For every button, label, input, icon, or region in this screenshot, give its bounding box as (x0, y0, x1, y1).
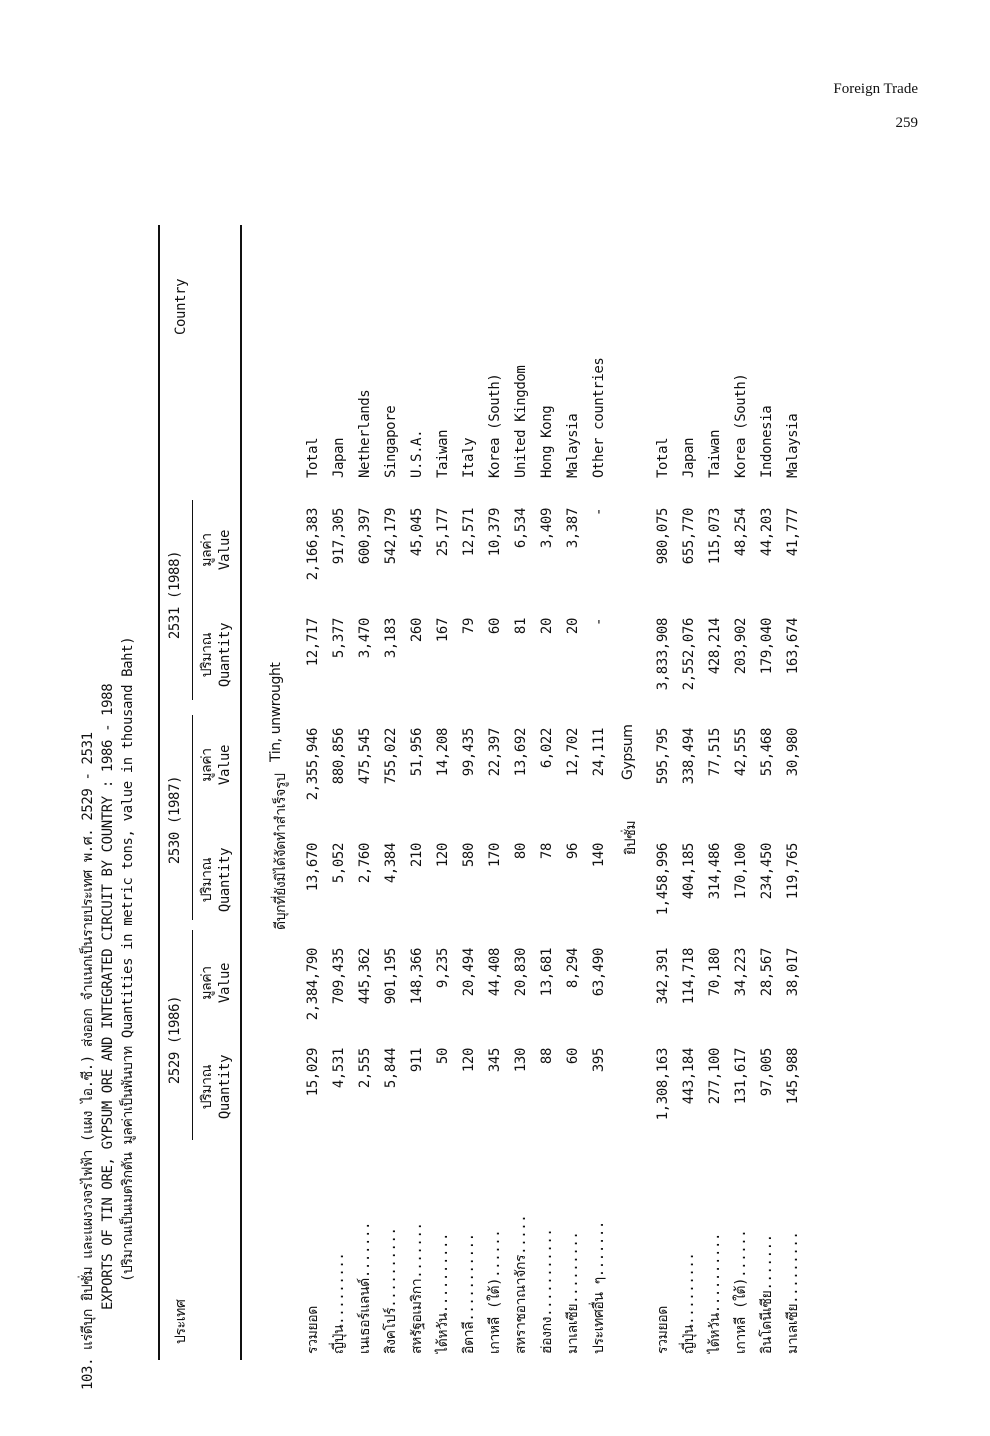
quantity-1988-cell: 60 (487, 618, 503, 635)
country-th-cell: อินโดนีเซีย....... (759, 1234, 775, 1354)
page-number: 259 (895, 115, 918, 131)
quantity-1987-cell: 210 (409, 843, 425, 868)
quantity-1987-cell: 580 (461, 843, 477, 868)
country-th-cell: ประเทศอื่น ๆ....... (591, 1221, 607, 1354)
value-1988-cell: 3,409 (539, 508, 555, 549)
country-th-cell: มาเลเซีย......... (565, 1231, 581, 1354)
table-row (676, 170, 702, 1390)
quantity-1987-cell: 4,384 (383, 843, 399, 884)
quantity-1986-cell: 5,844 (383, 1048, 399, 1089)
table-row (482, 170, 508, 1390)
section-gypsum-title-th: ยิปซั่ม (623, 820, 639, 855)
table-title-en: EXPORTS OF TIN ORE, GYPSUM ORE AND INTEGRATED CIRCUIT BY COUNTRY : 1986 - 1988 (100, 683, 116, 1310)
country-en-cell: Total (655, 437, 671, 478)
country-th-cell: ไต้หวัน.......... (707, 1232, 723, 1354)
quantity-1987-cell: 234,450 (759, 843, 775, 900)
value-1986-cell: 9,235 (435, 948, 451, 989)
quantity-1988-cell: 167 (435, 618, 451, 643)
table-row (508, 170, 534, 1390)
country-en-cell: Italy (461, 437, 477, 478)
value-1986-cell: 34,223 (733, 948, 749, 997)
quantity-1986-cell: 130 (513, 1048, 529, 1073)
value-1986-cell: 709,435 (331, 948, 347, 1005)
quantity-1988-cell: 79 (461, 618, 477, 635)
quantity-1987-cell: 80 (513, 843, 529, 860)
header-quantity-3: ปริมาณ Quantity (199, 622, 233, 688)
country-th-cell: ญี่ปุ่น......... (681, 1252, 697, 1354)
country-th-cell: สหรัฐอเมริกา....... (409, 1222, 425, 1354)
quantity-1987-cell: 314,486 (707, 843, 723, 900)
value-1986-cell: 28,567 (759, 948, 775, 997)
value-1988-cell: 44,203 (759, 508, 775, 557)
value-1986-cell: 70,180 (707, 948, 723, 997)
value-1987-cell: 13,692 (513, 728, 529, 777)
running-head (833, 80, 918, 132)
country-th-cell: สหราชอาณาจักร..... (513, 1214, 529, 1354)
country-en-cell: Total (305, 437, 321, 478)
quantity-1986-cell: 15,029 (305, 1048, 321, 1097)
table-row (728, 170, 754, 1390)
quantity-1987-cell: 119,765 (785, 843, 801, 900)
value-1987-cell: 338,494 (681, 728, 697, 785)
running-head-section: Foreign Trade (833, 81, 918, 97)
country-th-cell: รวมยอด (305, 1306, 321, 1354)
header-quantity-2: ปริมาณ Quantity (199, 847, 233, 913)
quantity-1988-cell: 428,214 (707, 618, 723, 675)
table-row (780, 170, 806, 1390)
value-1986-cell: 8,294 (565, 948, 581, 989)
header-year-1: 2529 (1986) (167, 995, 183, 1085)
value-1986-cell: 38,017 (785, 948, 801, 997)
section-tin-title-th: ดีบุกที่ยังมิได้จัดทำสำเร็จรูป (273, 773, 289, 930)
quantity-1987-cell: 170 (487, 843, 503, 868)
quantity-1986-cell: 1,308,163 (655, 1048, 671, 1121)
quantity-1988-cell: 203,902 (733, 618, 749, 675)
value-1986-cell: 148,366 (409, 948, 425, 1005)
value-1987-cell: 14,208 (435, 728, 451, 777)
quantity-1988-cell: 3,833,908 (655, 618, 671, 691)
table-row (300, 170, 326, 1390)
quantity-1986-cell: 120 (461, 1048, 477, 1073)
quantity-1987-cell: 1,458,996 (655, 843, 671, 916)
section-gypsum-title-en: Gypsum (620, 724, 636, 780)
value-1988-cell: 600,397 (357, 508, 373, 565)
value-1987-cell: 30,980 (785, 728, 801, 777)
value-1988-cell: 980,075 (655, 508, 671, 565)
quantity-1988-cell: 3,183 (383, 618, 399, 659)
value-1986-cell: 20,830 (513, 948, 529, 997)
country-en-cell: Malaysia (565, 413, 581, 478)
table-row (352, 170, 378, 1390)
quantity-1987-cell: 404,185 (681, 843, 697, 900)
value-1988-cell: 3,387 (565, 508, 581, 549)
value-1988-cell: 41,777 (785, 508, 801, 557)
value-1988-cell: 917,305 (331, 508, 347, 565)
quantity-1988-cell: 260 (409, 618, 425, 643)
table-row (534, 170, 560, 1390)
country-th-cell: เนเธอร์แลนด์....... (357, 1221, 373, 1354)
value-1988-cell: 115,073 (707, 508, 723, 565)
table-row (586, 170, 612, 1390)
country-th-cell: มาเลเซีย......... (785, 1231, 801, 1354)
country-th-cell: รวมยอด (655, 1306, 671, 1354)
value-1986-cell: 44,408 (487, 948, 503, 997)
year-3-rule (192, 500, 193, 700)
quantity-1988-cell: 12,717 (305, 618, 321, 667)
quantity-1986-cell: 345 (487, 1048, 503, 1073)
quantity-1988-cell: - (591, 618, 607, 627)
value-1986-cell: 901,195 (383, 948, 399, 1005)
country-en-cell: U.S.A. (409, 429, 425, 478)
country-th-cell: สิงคโปร์.......... (383, 1227, 399, 1354)
country-en-cell: Japan (681, 437, 697, 478)
quantity-1986-cell: 277,100 (707, 1048, 723, 1105)
value-1986-cell: 2,384,790 (305, 948, 321, 1021)
header-value-1: มูลค่า Value (199, 962, 233, 1004)
table-row (326, 170, 352, 1390)
value-1987-cell: 12,702 (565, 728, 581, 777)
quantity-1987-cell: 96 (565, 843, 581, 860)
value-1986-cell: 114,718 (681, 948, 697, 1005)
value-1986-cell: 20,494 (461, 948, 477, 997)
value-1988-cell: 655,770 (681, 508, 697, 565)
quantity-1986-cell: 145,988 (785, 1048, 801, 1105)
country-en-cell: Korea (South) (487, 373, 503, 478)
quantity-1987-cell: 2,760 (357, 843, 373, 884)
table-units: (ปริมาณเป็นเมตริกตัน มูลค่าเป็นพันบาท Quantities in metric tons, value in thousand Baht) (120, 636, 136, 1282)
quantity-1986-cell: 97,005 (759, 1048, 775, 1097)
country-en-cell: Taiwan (435, 429, 451, 478)
table-title-block (78, 170, 138, 1390)
value-1988-cell: 10,379 (487, 508, 503, 557)
value-1986-cell: 13,681 (539, 948, 555, 997)
header-year-2: 2530 (1987) (167, 775, 183, 865)
quantity-1986-cell: 2,555 (357, 1048, 373, 1089)
value-1987-cell: 51,956 (409, 728, 425, 777)
quantity-1986-cell: 443,184 (681, 1048, 697, 1105)
country-en-cell: Japan (331, 437, 347, 478)
quantity-1986-cell: 60 (565, 1048, 581, 1065)
country-th-cell: ฮ่องกง........... (539, 1228, 555, 1354)
country-th-cell: ไต้หวัน.......... (435, 1232, 451, 1354)
value-1988-cell: 12,571 (461, 508, 477, 557)
country-th-cell: ญี่ปุ่น......... (331, 1252, 347, 1354)
quantity-1987-cell: 5,052 (331, 843, 347, 884)
table-number: 103. (80, 1357, 96, 1390)
country-en-cell: Malaysia (785, 413, 801, 478)
value-1987-cell: 42,555 (733, 728, 749, 777)
year-1-rule (192, 930, 193, 1140)
header-value-3: มูลค่า Value (199, 529, 233, 571)
quantity-1988-cell: 20 (565, 618, 581, 635)
country-en-cell: United Kingdom (513, 365, 529, 478)
table-row (430, 170, 456, 1390)
quantity-1987-cell: 170,100 (733, 843, 749, 900)
quantity-1988-cell: 2,552,076 (681, 618, 697, 691)
value-1987-cell: 595,795 (655, 728, 671, 785)
country-en-cell: Korea (South) (733, 373, 749, 478)
quantity-1988-cell: 179,040 (759, 618, 775, 675)
value-1988-cell: 542,179 (383, 508, 399, 565)
quantity-1986-cell: 50 (435, 1048, 451, 1065)
header-quantity-1: ปริมาณ Quantity (199, 1054, 233, 1120)
quantity-1988-cell: 81 (513, 618, 529, 635)
table-row (456, 170, 482, 1390)
country-en-cell: Taiwan (707, 429, 723, 478)
country-en-cell: Indonesia (759, 405, 775, 478)
value-1986-cell: 342,391 (655, 948, 671, 1005)
value-1988-cell: 2,166,383 (305, 508, 321, 581)
country-th-cell: เกาหลี (ใต้)...... (487, 1229, 503, 1354)
value-1987-cell: 880,856 (331, 728, 347, 785)
quantity-1988-cell: 5,377 (331, 618, 347, 659)
value-1987-cell: 6,022 (539, 728, 555, 769)
value-1986-cell: 63,490 (591, 948, 607, 997)
quantity-1986-cell: 395 (591, 1048, 607, 1073)
value-1988-cell: 45,045 (409, 508, 425, 557)
table-row (560, 170, 586, 1390)
value-1988-cell: - (591, 508, 607, 517)
header-country-th: ประเทศ (173, 1299, 189, 1344)
table-row (650, 170, 676, 1390)
quantity-1986-cell: 88 (539, 1048, 555, 1065)
header-year-3: 2531 (1988) (167, 550, 183, 640)
header-top-rule (158, 225, 160, 1360)
quantity-1987-cell: 120 (435, 843, 451, 868)
value-1988-cell: 6,534 (513, 508, 529, 549)
table-row (404, 170, 430, 1390)
country-en-cell: Hong Kong (539, 405, 555, 478)
table-row (702, 170, 728, 1390)
quantity-1987-cell: 78 (539, 843, 555, 860)
header-bottom-rule (240, 225, 242, 1360)
rotated-table (50, 170, 930, 1390)
country-en-cell: Other countries (591, 357, 607, 478)
value-1987-cell: 2,355,946 (305, 728, 321, 801)
section-tin-title-en: Tin, unwrought (268, 662, 284, 762)
value-1987-cell: 55,468 (759, 728, 775, 777)
value-1987-cell: 24,111 (591, 728, 607, 777)
table-row (378, 170, 404, 1390)
header-value-2: มูลค่า Value (199, 744, 233, 786)
value-1987-cell: 77,515 (707, 728, 723, 777)
quantity-1986-cell: 131,617 (733, 1048, 749, 1105)
quantity-1987-cell: 140 (591, 843, 607, 868)
country-en-cell: Singapore (383, 405, 399, 478)
table-title-th: แร่ดีบุก ยิปซั่ม และแผงวงจรไฟฟ้า (แผง ไอ.ซี.) ส่งออก จำแนกเป็นรายประเทศ พ.ศ. 2529 - 2531 (80, 732, 96, 1350)
quantity-1986-cell: 4,531 (331, 1048, 347, 1089)
table-row (754, 170, 780, 1390)
value-1987-cell: 755,022 (383, 728, 399, 785)
value-1987-cell: 99,435 (461, 728, 477, 777)
value-1988-cell: 25,177 (435, 508, 451, 557)
country-th-cell: เกาหลี (ใต้)...... (733, 1229, 749, 1354)
value-1987-cell: 475,545 (357, 728, 373, 785)
quantity-1986-cell: 911 (409, 1048, 425, 1073)
quantity-1988-cell: 163,674 (785, 618, 801, 675)
country-th-cell: อิตาลี........... (461, 1233, 477, 1354)
year-2-rule (192, 715, 193, 920)
value-1986-cell: 445,362 (357, 948, 373, 1005)
value-1988-cell: 48,254 (733, 508, 749, 557)
header-country-en: Country (173, 278, 189, 335)
quantity-1987-cell: 13,670 (305, 843, 321, 892)
country-en-cell: Netherlands (357, 389, 373, 478)
quantity-1988-cell: 3,470 (357, 618, 373, 659)
quantity-1988-cell: 20 (539, 618, 555, 635)
value-1987-cell: 22,397 (487, 728, 503, 777)
